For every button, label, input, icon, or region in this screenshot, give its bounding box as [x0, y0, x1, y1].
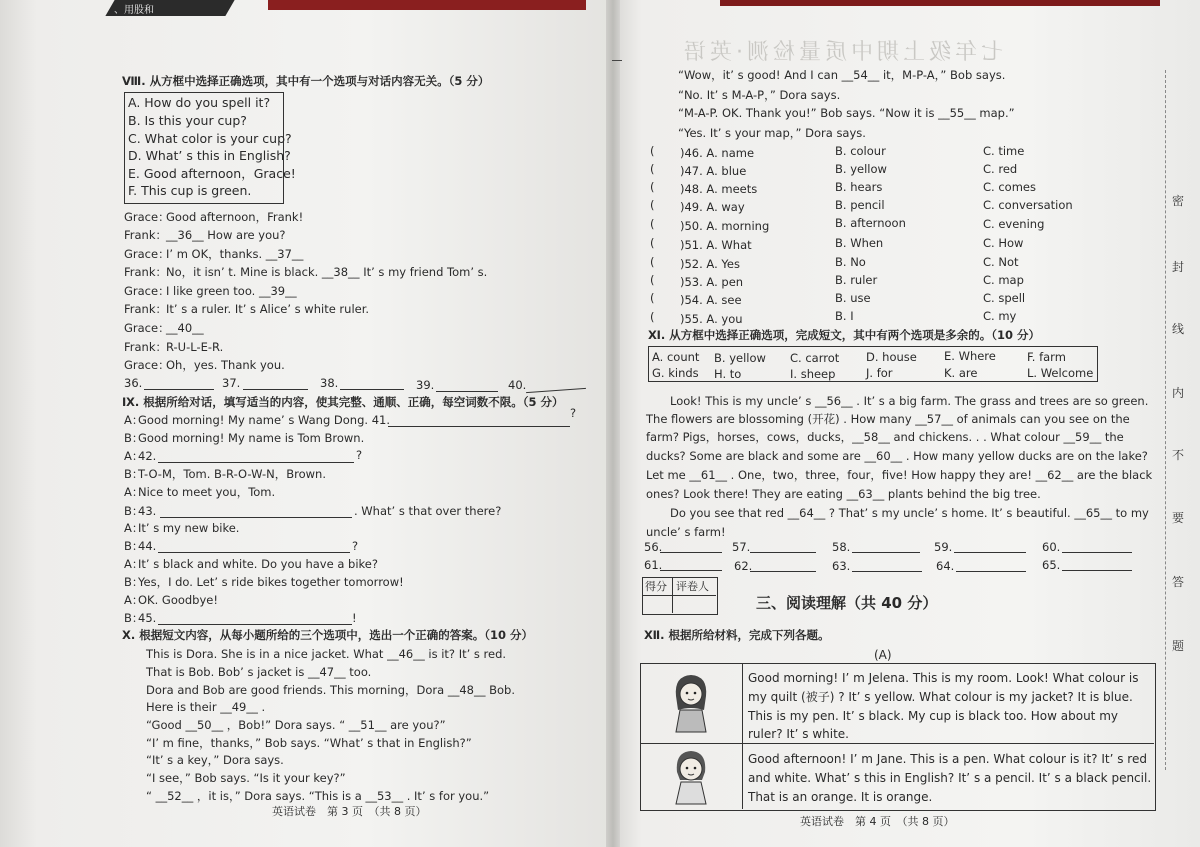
passage-line: ones? Look there! They are eating __63__ plants behind the big tree.: [646, 487, 1041, 501]
answer-58: 58.: [832, 540, 851, 554]
choice-c[interactable]: C. Not: [983, 255, 1019, 269]
answer-61: 61.: [644, 558, 663, 572]
choice-a[interactable]: )47. A. blue: [680, 164, 747, 178]
choice-c[interactable]: C. conversation: [983, 198, 1073, 212]
choice-bracket: (: [650, 291, 655, 305]
reading-table-col: [742, 663, 743, 809]
choice-bracket: (: [650, 144, 655, 158]
section-8-title: Ⅷ. 从方框中选择正确选项，其中有一个选项与对话内容无关。（5 分）: [122, 74, 490, 88]
word-option: J. for: [866, 366, 893, 380]
seal-char: 不: [1172, 448, 1185, 462]
choice-c[interactable]: C. red: [983, 162, 1018, 176]
answer-60: 60.: [1042, 540, 1061, 554]
dialog-speaker: Grace：: [124, 358, 170, 372]
blank-61[interactable]: [660, 570, 722, 571]
dialog-speaker: Grace：: [124, 284, 170, 298]
answer-57: 57.: [732, 540, 751, 554]
word-option: F. farm: [1027, 350, 1066, 364]
choice-bracket: (: [650, 310, 655, 324]
passage-line: Here is their __49__ .: [146, 700, 266, 714]
seal-char: 题: [1172, 639, 1185, 653]
blank-38[interactable]: [340, 389, 404, 390]
dialog-speaker: B：: [124, 504, 144, 518]
choice-a[interactable]: )54. A. see: [680, 293, 742, 307]
dialog-speaker: B：: [124, 539, 144, 553]
choice-bracket: (: [650, 180, 655, 194]
dialog-line: 44.: [138, 539, 157, 553]
answer-59: 59.: [934, 540, 953, 554]
reading-line: my quilt (被子) ? It’ s yellow. What colour is my jacket? It is blue.: [748, 690, 1133, 704]
dialog-line: I like green too. __39__: [166, 284, 297, 298]
answer-63: 63.: [832, 559, 851, 573]
blank-45[interactable]: [158, 624, 352, 625]
seal-char: 线: [1172, 322, 1185, 336]
passage-line: This is Dora. She is in a nice jacket. What __46__ is it? It’ s red.: [146, 647, 507, 661]
answer-37: 37.: [222, 376, 241, 390]
word-option: E. Where: [944, 349, 996, 363]
blank-59[interactable]: [954, 552, 1026, 553]
bleed-through-header: 七年级上期中质量检测·英语: [680, 40, 1003, 65]
dialog-line: It’ s my new bike.: [138, 521, 240, 535]
choice-b[interactable]: B. When: [835, 236, 884, 250]
dialog-line: OK. Goodbye!: [138, 593, 218, 607]
choice-a[interactable]: )46. A. name: [680, 146, 755, 160]
choice-b[interactable]: B. yellow: [835, 162, 887, 176]
dialog-line: “M-A-P. OK. Thank you!” Bob says. “Now it is __55__ map.”: [678, 106, 1015, 120]
dialog-line: 42.: [138, 449, 157, 463]
seal-char: 封: [1172, 260, 1185, 274]
reading-table-row: [640, 743, 1154, 744]
passage-line: “I see，” Bob says. “Is it your key?”: [146, 771, 346, 785]
choice-b[interactable]: B. hears: [835, 180, 883, 194]
choice-c[interactable]: C. time: [983, 144, 1025, 158]
seal-char: 内: [1172, 386, 1185, 400]
dialog-line: It’ s a ruler. It’ s Alice’ s white ruler.: [166, 302, 370, 316]
answer-38: 38.: [320, 376, 339, 390]
blank-39[interactable]: [436, 391, 498, 392]
choice-b[interactable]: B. I: [835, 309, 854, 323]
choice-b[interactable]: B. colour: [835, 144, 886, 158]
choice-a[interactable]: )48. A. meets: [680, 182, 758, 196]
dialog-end: ?: [352, 539, 359, 553]
choice-b[interactable]: B. afternoon: [835, 216, 906, 230]
choice-c[interactable]: C. my: [983, 309, 1017, 323]
dialog-speaker: A：: [124, 593, 144, 607]
dialog-speaker: B：: [124, 575, 144, 589]
dialog-line: Good morning! My name’ s Wang Dong. 41.: [138, 413, 391, 427]
dialog-line: No，it isn’ t. Mine is black. __38__ It’ s my friend Tom’ s.: [166, 265, 488, 279]
dialog-line: Yes，I do. Let’ s ride bikes together tomorrow!: [138, 575, 404, 589]
passage-line: Do you see that red __64__ ? That’ s my uncle’ s home. It’ s beautiful. __65__ to my: [670, 506, 1149, 520]
passage-line: “ __52__ ，it is，” Dora says. “This is a __53__ . It’ s for you.”: [146, 789, 490, 803]
margin-mark: [612, 60, 622, 61]
answer-64: 64.: [936, 559, 955, 573]
dialog-line: “No. It’ s M-A-P，” Dora says.: [678, 88, 841, 102]
dialog-line: 45.: [138, 611, 157, 625]
passage-line: “It’ s a key，” Dora says.: [146, 753, 284, 767]
dialog-speaker: Grace：: [124, 210, 170, 224]
reading-line: and white. What’ s this in English? It’ s a pencil. It’ s a black pencil.: [748, 771, 1152, 785]
jelena-illustration-icon: [666, 670, 716, 734]
score-label: 得分: [645, 580, 667, 593]
subsection-a: (A): [874, 648, 892, 662]
option-d: D. What’ s this in English?: [128, 148, 291, 163]
choice-c[interactable]: C. evening: [983, 217, 1045, 231]
dialog-end: !: [352, 611, 357, 625]
choice-b[interactable]: B. No: [835, 255, 866, 269]
choice-bracket: (: [650, 255, 655, 269]
passage-line: ducks? Some are black and some are __60__ . How many yellow ducks are on the lake?: [646, 449, 1148, 463]
word-option: D. house: [866, 350, 917, 364]
blank-41[interactable]: [388, 426, 570, 427]
choice-c[interactable]: C. spell: [983, 291, 1026, 305]
passage-line: Dora and Bob are good friends. This morning，Dora __48__ Bob.: [146, 683, 515, 697]
dialog-speaker: B：: [124, 611, 144, 625]
dialog-line: Oh，yes. Thank you.: [166, 358, 285, 372]
answer-62: 62.: [734, 559, 753, 573]
blank-43[interactable]: [160, 517, 352, 518]
reading-line: Good morning! I’ m Jelena. This is my room. Look! What colour is: [748, 671, 1139, 685]
dialog-speaker: B：: [124, 431, 144, 445]
dialog-speaker: Frank：: [124, 228, 168, 242]
answer-65: 65.: [1042, 558, 1061, 572]
section-10-title: Ⅹ. 根据短文内容，从每小题所给的三个选项中，选出一个正确的答案。（10 分）: [122, 628, 533, 642]
top-red-strip: [268, 0, 586, 10]
passage-line: Let me __61__ . One，two，three，four，five! How happy they are! __62__ are the black: [646, 468, 1153, 482]
choice-c[interactable]: C. map: [983, 273, 1024, 287]
dialog-line: __40__: [166, 321, 204, 335]
answer-56: 56.: [644, 540, 663, 554]
dialog-end: . What’ s that over there?: [354, 504, 502, 518]
blank-44[interactable]: [158, 552, 350, 553]
blank-36[interactable]: [144, 389, 214, 390]
choice-a[interactable]: )50. A. morning: [680, 219, 770, 233]
passage-line: The flowers are blossoming (开花) . How many __57__ of animals can you see on the: [646, 412, 1130, 426]
jane-illustration-icon: [666, 746, 716, 806]
dialog-line: R-U-L-E-R.: [166, 340, 224, 354]
choice-a[interactable]: )52. A. Yes: [680, 257, 740, 271]
answer-40: 40.: [508, 378, 527, 392]
section-9-title: Ⅸ. 根据所给对话，填写适当的内容，使其完整、通顺、正确，每空词数不限。（5 分）: [122, 395, 564, 409]
dialog-speaker: Frank：: [124, 265, 168, 279]
score-box-divider-h: [642, 595, 716, 596]
dialog-line: T-O-M，Tom. B-R-O-W-N，Brown.: [138, 467, 326, 481]
reading-line: ruler? It’ s white.: [748, 727, 849, 741]
passage-line: uncle’ s farm!: [646, 525, 726, 539]
dialog-speaker: Grace：: [124, 247, 170, 261]
reading-table: [640, 663, 1156, 811]
dialog-line: “Wow，it’ s good! And I can __54__ it，M-P-A，” Bob says.: [678, 68, 1006, 82]
seal-line: [1165, 70, 1166, 770]
word-option: A. count: [652, 350, 700, 364]
reading-line: This is my pen. It’ s black. My cup is black too. How about my: [748, 709, 1118, 723]
dialog-line: __36__ How are you?: [166, 228, 286, 242]
passage-line: “Good __50__ ，Bob!” Dora says. “ __51__ are you?”: [146, 718, 446, 732]
dialog-speaker: Frank：: [124, 302, 168, 316]
choice-b[interactable]: B. use: [835, 291, 871, 305]
page-3-footer: 英语试卷 第 3 页 （共 8 页）: [272, 805, 427, 818]
dialog-speaker: B：: [124, 467, 144, 481]
seal-char: 密: [1172, 194, 1185, 208]
choice-c[interactable]: C. comes: [983, 180, 1036, 194]
dialog-speaker: A：: [124, 485, 144, 499]
section-12-title: Ⅻ. 根据所给材料，完成下列各题。: [644, 628, 830, 642]
blank-65[interactable]: [1062, 570, 1132, 571]
option-f: F. This cup is green.: [128, 183, 252, 198]
dialog-line: Good morning! My name is Tom Brown.: [138, 431, 365, 445]
choice-bracket: (: [650, 273, 655, 287]
choice-bracket: (: [650, 236, 655, 250]
dialog-line: I’ m OK，thanks. __37__: [166, 247, 304, 261]
passage-line: That is Bob. Bob’ s jacket is __47__ too.: [146, 665, 372, 679]
dialog-speaker: Frank：: [124, 340, 168, 354]
choice-b[interactable]: B. pencil: [835, 198, 885, 212]
word-option: G. kinds: [652, 366, 699, 380]
word-option: B. yellow: [714, 351, 766, 365]
choice-b[interactable]: B. ruler: [835, 273, 878, 287]
dialog-line: “Yes. It’ s your map，” Dora says.: [678, 126, 866, 140]
choice-a[interactable]: )53. A. pen: [680, 275, 744, 289]
word-option: L. Welcome: [1027, 366, 1094, 380]
dialog-speaker: A：: [124, 413, 144, 427]
page-gutter: [606, 0, 620, 847]
choice-bracket: (: [650, 162, 655, 176]
dialog-end: ?: [356, 448, 363, 462]
dialog-line: 43.: [138, 504, 157, 518]
dialog-line: Good afternoon，Frank!: [166, 210, 304, 224]
passage-line: farm? Pigs，horses，cows，ducks，__58__ and chickens. . . What colour __59__ the: [646, 430, 1124, 444]
blank-37[interactable]: [243, 389, 308, 390]
section-11-title: Ⅺ. 从方框中选择正确选项，完成短文，其中有两个选项是多余的。（10 分）: [648, 328, 1041, 342]
answer-36: 36.: [124, 376, 143, 390]
blank-64[interactable]: [956, 571, 1026, 572]
choice-bracket: (: [650, 198, 655, 212]
word-option: I. sheep: [790, 367, 836, 381]
passage-line: Look! This is my uncle’ s __56__ . It’ s a big farm. The grass and trees are so green.: [670, 394, 1149, 408]
choice-bracket: (: [650, 217, 655, 231]
seal-char: 答: [1172, 575, 1185, 589]
part-3-title: 三、阅读理解（共 40 分）: [756, 594, 938, 612]
choice-c[interactable]: C. How: [983, 236, 1024, 250]
word-option: K. are: [944, 366, 978, 380]
choice-a[interactable]: )49. A. way: [680, 200, 745, 214]
reading-line: That is an orange. It is orange.: [748, 790, 933, 804]
word-option: C. carrot: [790, 351, 840, 365]
choice-a[interactable]: )51. A. What: [680, 238, 752, 252]
blank-56[interactable]: [660, 552, 722, 553]
seal-char: 要: [1172, 511, 1185, 525]
blank-60[interactable]: [1062, 552, 1132, 553]
word-option: H. to: [714, 367, 742, 381]
blank-57[interactable]: [750, 552, 816, 553]
top-red-strip-right: [720, 0, 1160, 6]
blank-63[interactable]: [852, 571, 922, 572]
dialog-end: ?: [570, 406, 577, 420]
dialog-speaker: A：: [124, 449, 144, 463]
dialog-speaker: A：: [124, 521, 144, 535]
option-a: A. How do you spell it?: [128, 95, 271, 110]
blank-58[interactable]: [852, 552, 920, 553]
passage-line: “I’ m fine，thanks，” Bob says. “What’ s that in English?”: [146, 736, 472, 750]
reading-line: Good afternoon! I’ m Jane. This is a pen. What colour is it? It’ s red: [748, 752, 1147, 766]
blank-42[interactable]: [158, 462, 354, 463]
dialog-speaker: A：: [124, 557, 144, 571]
corner-text: 、用股和: [114, 5, 154, 16]
dialog-speaker: Grace：: [124, 321, 170, 335]
choice-a[interactable]: )55. A. you: [680, 312, 743, 326]
dialog-line: It’ s black and white. Do you have a bike?: [138, 557, 378, 571]
blank-62[interactable]: [750, 571, 816, 572]
option-c: C. What color is your cup?: [128, 131, 292, 146]
option-b: B. Is this your cup?: [128, 113, 247, 128]
option-e: E. Good afternoon，Grace!: [128, 166, 296, 181]
grader-label: 评卷人: [676, 580, 709, 593]
dialog-line: Nice to meet you，Tom.: [138, 485, 276, 499]
answer-39: 39.: [416, 378, 435, 392]
page-4-footer: 英语试卷 第 4 页 （共 8 页）: [800, 815, 955, 828]
